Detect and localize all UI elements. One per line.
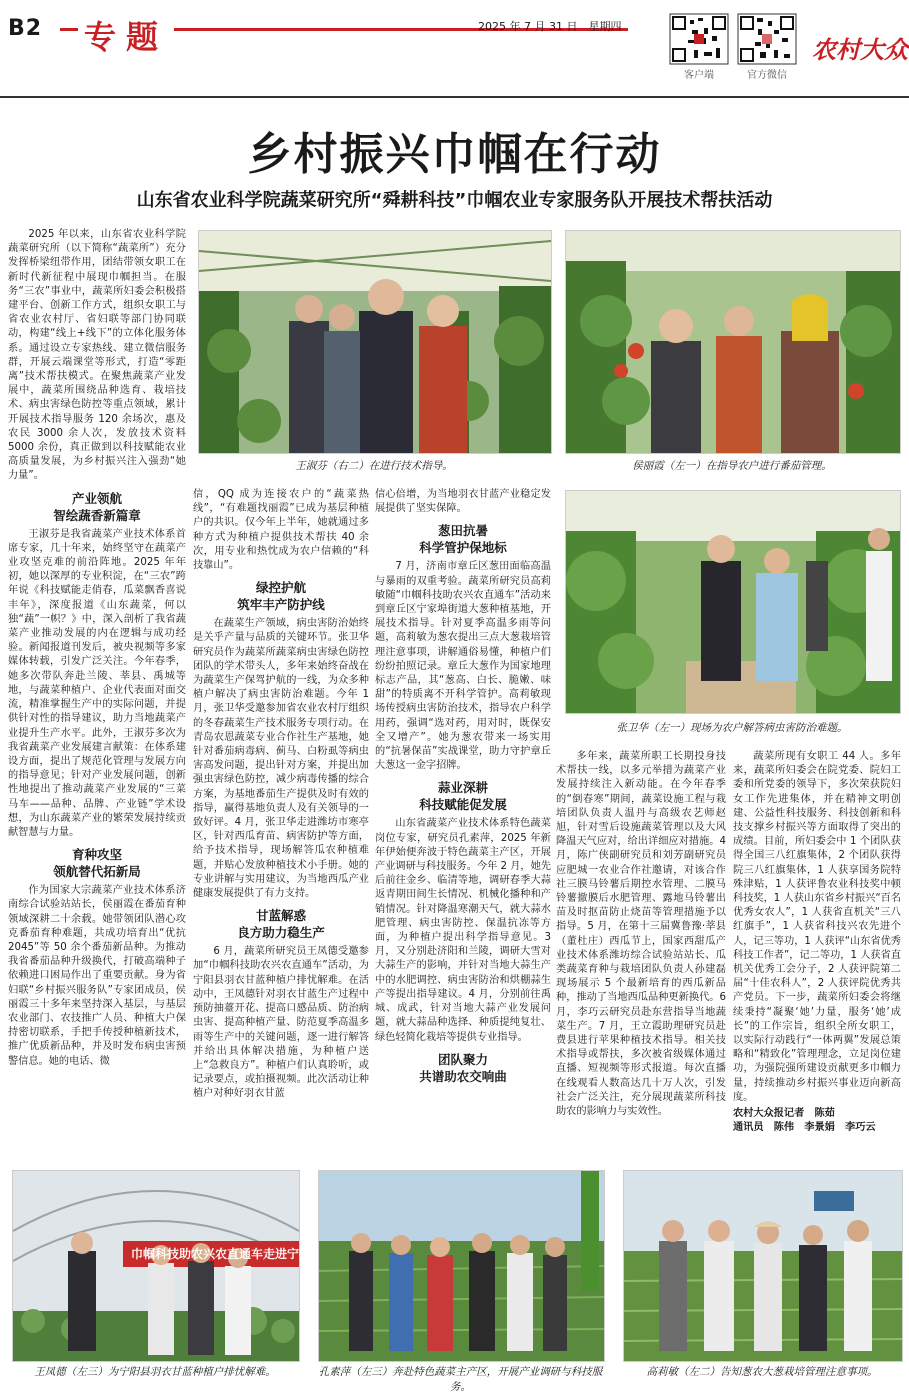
header-divider [0,96,909,98]
photo-caption: 高莉敏（左二）告知葱农大葱栽培管理注意事项。 [646,1366,878,1378]
section-heading: 产业领航 [71,490,122,506]
section-title: 专题 [78,12,174,58]
paragraph: 多年来，蔬菜所职工长期投身技术帮扶一线，以多元举措为蔬菜产业发展持续注入新动能。在今年春季的“倒春寒”期间，蔬菜设施工程与栽培团队负责人温丹与高级农艺师赵旭，针对雪后设施蔬菜管理以及大风降温天气应对，给出详细应对措施。4 月，陈广侠副研究员和刘芳副研究员应肥城一农业合作社邀请，对该合作社三膜马铃薯后期控水管理、二膜马铃薯撤膜后水肥管理、露地马铃薯出苗及时抠苗防止烧苗等管理措施予以指导。5 月，在第十三届冀鲁豫·莘县（董杜庄）西瓜节上，国家西甜瓜产业技术体系潍坊综合试验站站长、瓜类蔬菜育种与栽培团队负责人孙建磊现场展示 5 个最新培育的西瓜新品种，推动了当地西瓜品种更新换代。6 月，李巧云研究员赴东营指导当地蔬菜生产。7 月，王立霞助理研究员赴费县进行苹果种植技术指导。相关技术指导或帮扶，多次被省级媒体通过直播、短视频等形式报道。每次直播在线观看人数高达几十万人次，引发社会广泛关注，充分展现蔬菜所科技助农的影响力与实效性。 [556,751,726,1118]
section-heading: 葱田抗暑 [437,523,488,539]
section-heading: 团队聚力 [437,1051,488,1067]
paragraph: 6 月，蔬菜所研究员王凤德受邀参加“巾帼科技助农兴农直通车”活动，为宁阳县羽衣甘蓝种植户排忧解难。在活动中，王凤德针对羽衣甘蓝生产过程中预防抽薹开花、提高口感品质、防治病虫害、提高种植产量、防范夏季高温多雨等生产中的关键问题，逐一进行解答并给出具体解决措施，为种植户送上“急救良方”。种植户们认真聆听，或记录要点，或拍摄视频。此次活动让种植户对种好羽衣甘蓝 [193,946,369,1100]
section-heading: 蒜业深耕 [437,780,488,796]
text-column-1 [8,228,186,1152]
qr-code-wechat[interactable] [738,14,796,68]
article-title: 乡村振兴巾帼在行动 [247,129,662,180]
paragraph: 山东省蔬菜产业技术体系特色蔬菜岗位专家，研究员孔素萍，2025 年新年伊始便奔波于特色蔬菜主产区，开展产业调研与科技服务。今年 2 月，她先后前往金乡、临清等地，调研春季大蒜返青期田间生长情况、机械化播种和产销情况。针对降温寒潮天气，就大蒜水肥管理、病虫害防控、保温抗冻等方面，为种植户提出科学指导意见。3 月，又分别赴济阳和兰陵，调研大雪对大蒜生产的影响，并针对当地大蒜生产中的水肥调控、病虫害防治和烘棚蒜生产等提出指导建议。4 月，分别前往禹城、成武，针对当地大蒜产业发展问题，就大蒜品种选择、种质提纯复壮、绿色轻简化栽培等提供专业指导。 [375,818,551,1043]
qr-caption-client: 客户端 [684,70,714,81]
page-number: B2 [8,16,43,41]
section-heading: 甘蓝解惑 [255,908,306,924]
paragraph: 作为国家大宗蔬菜产业技术体系济南综合试验站站长，侯丽霞在番茄育种领域深耕二十余载。她带领团队潜心攻克番茄育种难题，共成功培育出“优抗 2045”等 50 余个番茄新品种。为推动我省番茄品种升级换代，打破高端种子依赖进口困局作出了重要贡献。身为省妇联“乡村振兴服务队”专家团成员，侯丽霞三十多年来坚持深入基层，与基层农业部门、农技推广人员、种植大户保持密切联系，手把手传授种植新技术，推广优质新品种，并及时发布病虫害预警信息。她的电话、微 [8,885,186,1067]
photo-caption: 王凤德（左三）为宁阳县羽衣甘蓝种植户排忧解难。 [34,1366,276,1378]
section-heading: 筑牢丰产防护线 [237,597,325,613]
article-subtitle: 山东省农业科学院蔬菜研究所“舜耕科技”巾帼农业专家服务队开展技术帮扶活动 [136,190,773,211]
paragraph: 7 月，济南市章丘区葱田面临高温与暴雨的双重考验。蔬菜所研究员高莉敏随“巾帼科技助农兴农直通车”活动来到章丘区宁家埠街道大葱种植基地，开展技术指导。针对夏季高温多雨等问题，高莉敏为葱农提出三点大葱栽培管理注意事项，讲解通俗易懂，种植户们纷纷拍照记录。章丘大葱作为国家地理标志产品，其“葱高、白长、脆嫩、味甜”的特质离不开科学管护。高莉敏现场传授病虫害防治技术，指导农户科学用药，强调“选对药，用对时，既保安全又增产”。她为葱农带来一场实用的“抗暑保苗”实战课堂，助力守护章丘大葱这一金字招牌。 [375,561,551,772]
qr-code-client[interactable] [670,14,728,68]
photo-caption: 孔素萍（左三）奔赴特色蔬菜主产区，开展产业调研与科技服务。 [318,1366,603,1393]
photo-banner-text: 巾帼科技助农兴农直通车走进宁阳 [131,1247,312,1261]
byline-reporter: 农村大众报记者 陈茹 [733,1108,835,1120]
issue-date: 2025 年 7 月 31 日 星期四 [478,20,622,33]
text-column-3 [375,488,551,1152]
paragraph: 蔬菜所现有女职工 44 人。多年来，蔬菜所妇委会在院党委、院妇工委和所党委的领导下，多次荣获院妇女工作先进集体，并在精神文明创建、公益性科技服务、科技创新和科技支撑乡村振兴等方面取得了突出的成绩。目前，所妇委会中 1 个团队获得全国三八红旗集体，2 个团队获得院三八红旗集体，1 人获享国务院特殊津贴，1 人获评鲁农业科技奖中顿科技奖，1 人获山东省乡村振兴“百名优秀女农人”，1 人获省直机关“三八红旗手”，1 人获省科技兴农先进个人，记三等功，1 人获评“山东省优秀科技工作者”，记二等功，1 人获省直机关优秀工会分子，2 人获评院第二届“十佳农科人”，2 人获评院优秀共产党员。下一步，蔬菜所妇委会将继续秉持“凝聚‘她’力量，服务‘她’成长”的工作宗旨，组织全所女职工，以实际行动践行“一体两翼”发展总策略和“精致化”管理理念，立足岗位建功，为强院强所建设贡献更多巾帼力量，持续推动乡村振兴事业迈向新高度。 [733,751,901,1103]
text-column-4 [556,750,726,1152]
section-heading: 绿控护航 [255,580,306,596]
photo-greenhouse-guidance [198,230,552,454]
section-heading: 育种攻坚 [71,847,122,863]
section-heading: 良方助力稳生产 [237,925,325,941]
section-heading: 科技赋能促发展 [419,797,507,813]
section-heading: 共谱助农交响曲 [419,1068,507,1084]
paragraph: 王淑芬是我省蔬菜产业技术体系首席专家，几十年来，始终坚守在蔬菜产业攻坚克难的前沿阵地。2025 年年初，她以深厚的专业积淀，在“三农”跨年说《科技赋能走俏春，瓜菜飘香喜说丰年》，深度报道《山东蔬菜，何以独“蔬”一帜？》中，深入剖析了我省蔬菜产业推动发展的内在逻辑与成功经验。新闻报道刊发后，被央视频等多家媒体转载，引发广泛关注。今年春季，她多次带队奔赴兰陵、莘县、禹城等地，与蔬菜种植户、企业代表面对面交流，精准掌握生产中的实际问题，并提供针对性的指导建议，助力当地蔬菜产业提升生产水平。此外，王淑芬多次为我省蔬菜产业发展建言献策：在体系建设方面，提出了规范化管理与发展方向的指导意见；针对产业发展问题，创新性地提出了推动蔬菜产业发展的“三菜马车——品种、品牌、产业链”学术设想，为山东蔬菜产业的繁荣发展持续贡献智慧与力量。 [8,528,186,838]
paragraph: 信心倍增，为当地羽衣甘蓝产业稳定发展提供了坚实保障。 [375,489,551,515]
qr-caption-wechat: 官方微信 [747,70,787,81]
newspaper-logo: 农村大众 [812,35,908,64]
photo-scallion-guidance [623,1170,903,1362]
photo-caption: 张卫华（左一）现场为农户解答病虫害防治难题。 [616,722,848,734]
section-heading: 领航替代拓新局 [53,864,141,880]
photo-garlic-survey [318,1170,605,1362]
photo-caption: 王淑芬（右二）在进行技术指导。 [295,460,453,472]
paragraph: 信，QQ 成为连接农户的“蔬菜热线”，“有难题找丽霞”已成为基层种植户的共识。仅今年上半年，她就通过多种方式为种植户提供技术帮扶 40 余次，用专业和热忱成为农户信赖的“科技靠山”。 [193,489,369,572]
paragraph: 2025 年以来，山东省农业科学院蔬菜研究所（以下简称“蔬菜所”）充分发挥桥梁纽带作用，团结带领女职工在新时代新征程中展现巾帼担当。在服务“三农”事业中，蔬菜所妇委会积极搭建平台、创新工作方式，组织女职工与省农业农村厅、省妇联等部门协同联动，构建“线上+线下”的立体化服务体系。通过设立专家热线、建立微信服务群，开展云端课堂等形式，打造“零距离”技术帮扶模式。在聚焦蔬菜产业发展中，蔬菜所围绕品种选育、栽培技术、病虫害绿色防控等重点领域，累计开展技术指导服务 120 余场次，惠及农民 3000 余人次，发放技术资料 5000 余份，真正做到以科技赋能农业高质量发展，为乡村振兴注入强劲“她力量”。 [8,229,186,482]
section-heading: 科学管护保地标 [419,540,507,556]
photo-kale-guidance [12,1170,312,1362]
photo-pest-control [565,490,901,714]
paragraph: 在蔬菜生产领域，病虫害防治始终是关乎产量与品质的关键环节。张卫华研究员作为蔬菜所蔬菜病虫害绿色防控团队的学术带头人，多年来始终奋战在为蔬菜生产保驾护航的一线，为众多种植户解决了病虫害防治难题。今年 1 月，张卫华受邀参加省农业农村厅组织的冬春蔬菜生产技术服务专项行动。在青岛农恩蔬菜专业合作社生产基地，她针对番茄病毒病、蓟马、白粉虱等病虫害高发问题，提出针对方案，并提出加强虫害绿色防控，减少病毒传播的综合方案，为基地番茄生产提供及时有效的指导，赢得基地负责人及有关领导的一致好评。4 月，张卫华走进潍坊市寒亭区，针对西瓜育苗、病害防护等方面，给予技术指导，现场解答瓜农种植难题，并贴心发放种植技术小手册。她的专业讲解与实用建议，为当地西瓜产业健康发展提供了有力支持。 [193,618,369,900]
photo-tomato-guidance [565,230,901,454]
text-column-5 [733,750,901,1152]
byline-correspondents: 通讯员 陈伟 李景娟 李巧云 [733,1122,876,1134]
photo-caption: 侯丽霞（左一）在指导农户进行番茄管理。 [632,460,832,472]
text-column-2 [193,488,369,1152]
section-heading: 智绘蔬香新篇章 [53,507,141,523]
